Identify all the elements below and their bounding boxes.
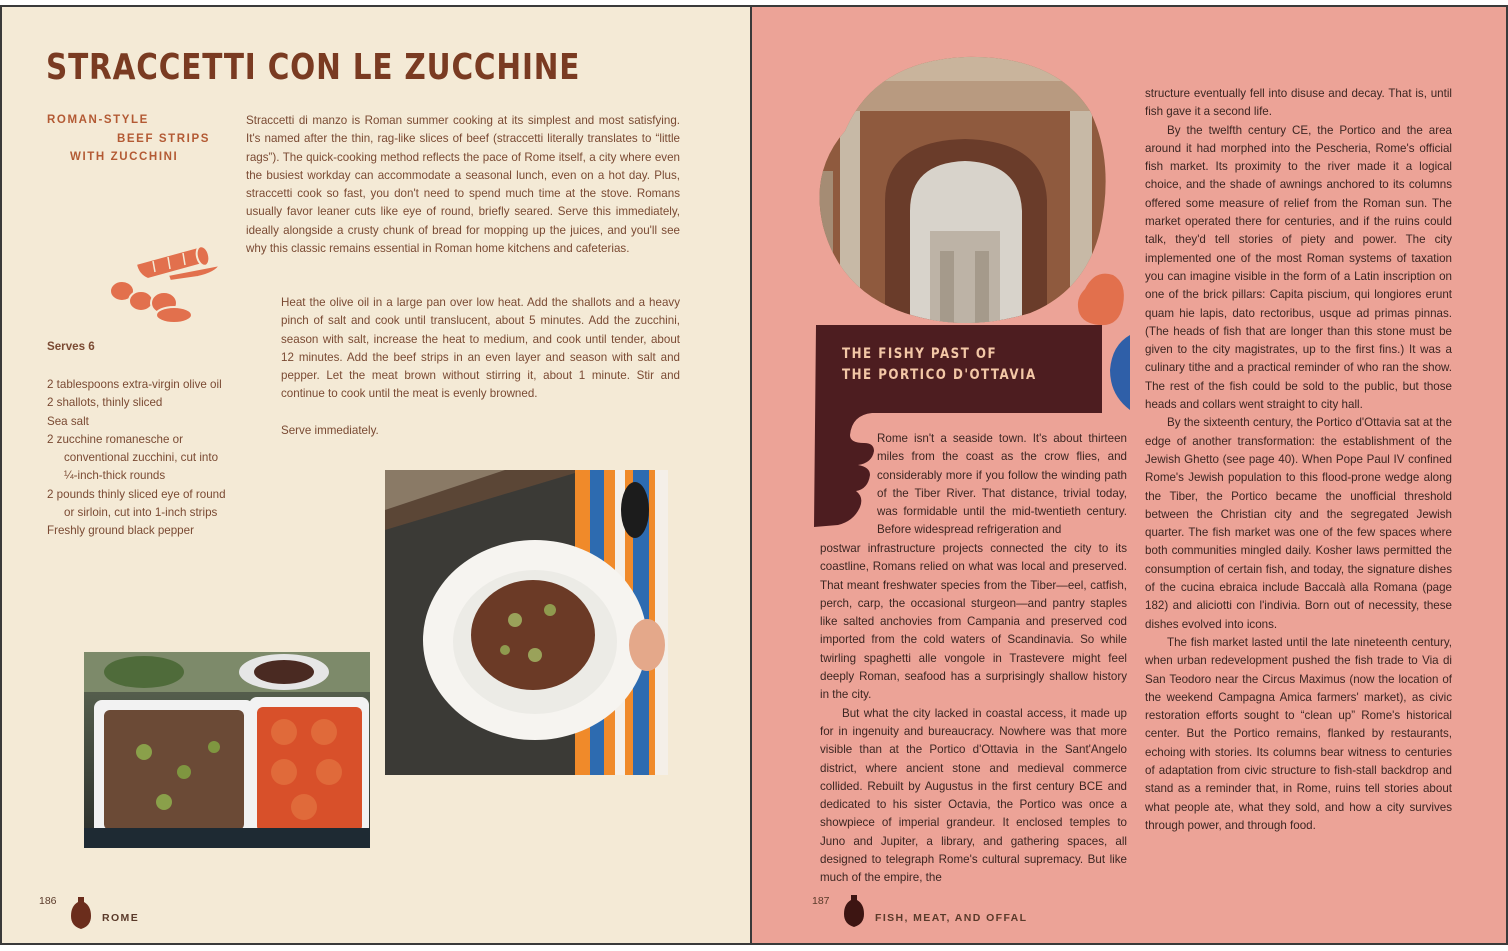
- article-paragraph: The fish market lasted until the late nineteenth century, when urban redevelopment pushed the fish trade to Via di San Teodoro near the Circus Maximus (now the location of the weekend Campagna Amica farmers' market), as civic restoration efforts sought to “clean up” Rome's historical center. But the Portico remains, flanked by restaurants, echoing with stories. Its columns bear witness to centuries of adaptation from civic structure to fish-stall backdrop and stand as a reminder that, in Rome, ruins tell stories about what people ate, what they sold, and how a city survives through power, and through food.: [1145, 635, 1452, 832]
- buffet-photo: [84, 652, 370, 848]
- ingredient-item: Sea salt: [47, 414, 89, 428]
- article-paragraph: structure eventually fell into disuse and decay. That is, until fish gave it a second life.: [1145, 87, 1452, 119]
- ingredient-item: 2 shallots, thinly sliced: [47, 396, 163, 410]
- ingredient-item: 2 zucchine romanesche or conventional zucchini, cut into ¼-inch-thick rounds: [47, 432, 219, 483]
- zucchini-illustration-icon: [108, 239, 223, 329]
- page-number-right: 187: [812, 895, 830, 907]
- sidebar-title: [842, 344, 1037, 385]
- section-label-right: FISH, MEAT, AND OFFAL: [875, 912, 1028, 924]
- orange-blob-icon: [1075, 269, 1127, 329]
- article-column-mid-bottom: [820, 540, 1127, 888]
- article-column-mid-top: [877, 430, 1127, 540]
- plate-photo: [385, 470, 668, 775]
- ingredient-item: 2 tablespoons extra-virgin olive oil: [47, 378, 222, 391]
- serve-note: Serve immediately.: [281, 424, 379, 437]
- article-paragraph: postwar infrastructure projects connected the city to its coastline, Romans relied on what was local and preserved. That meant freshwater species from the Tiber—eel, catfish, perch, carp, the occasional sturgeon—and pantry staples like salted anchovies from Campania and preserved cod imported from the cold waters of Scandinavia. So while twirling spaghetti alle vongole in Trastevere might feel deeply Roman, seafood has a surprisingly shallow history in the city.: [820, 542, 1127, 702]
- subtitle-line: ROMAN-STYLE: [47, 114, 149, 126]
- amphora-icon: [70, 895, 92, 931]
- sidebar-title-line: THE FISHY PAST OF: [842, 346, 998, 362]
- ingredients-list: [47, 376, 227, 541]
- subtitle-line: BEEF STRIPS: [117, 132, 211, 145]
- book-spread: [0, 5, 1508, 945]
- sidebar-title-line: THE PORTICO D'OTTAVIA: [842, 366, 1037, 383]
- subtitle-line: WITH ZUCCHINI: [70, 151, 179, 163]
- recipe-intro: Straccetti di manzo is Roman summer cooking at its simplest and most satisfying. It's named after the thin, rag-like slices of beef (straccetti literally translates to “little rags”). The quick-cooking method reflects the pace of Rome itself, a city where even the busiest workday can accommodate a seasonal lunch, even on a hot day. Plus, straccetti cook so fast, you don't need to spend much time at the stove. Romans usually favor leaner cuts like eye of round, briefly seared. Serve this immediately, ideally alongside a crusty chunk of bread for mopping up the juices, and you'll see why this classic remains essential in Roman home kitchens and cafeterias.: [246, 114, 680, 256]
- article-paragraph: Rome isn't a seaside town. It's about thirteen miles from the coast as the crow flies, and considerably more if you follow the winding path of the Tiber River. That distance, trivial today, was formidable until the mid-twentieth century. Before widespread refrigeration and: [877, 432, 1127, 537]
- article-paragraph: But what the city lacked in coastal access, it made up for in ingenuity and bureaucracy. Nowhere was that more visible than at the Portico d'Ottavia in the Sant'Angelo district, where ancient stone and medieval commerce collided. Rebuilt by Augustus in the first century BCE and dedicated to his sister Octavia, the Portico was once a showpiece of imperial grandeur. It enclosed temples to Juno and Jupiter, a library, and gathering spaces, all designed to telegraph Rome's cultural supremacy. But like much of the empire, the: [820, 706, 1127, 885]
- ingredient-item: Freshly ground black pepper: [47, 524, 194, 538]
- page-number-left: 186: [39, 895, 57, 907]
- serves-label: Serves 6: [47, 340, 95, 353]
- amphora-icon: [843, 893, 865, 929]
- article-paragraph: By the twelfth century CE, the Portico and the area around it had morphed into the Pescheria, Rome's official fish market. Its proximity to the river made it a logical choice, and the shade of awnings anchored to its columns offered some measure of relief from the Roman sun. The market operated there for centuries, and if the ruins could talk, they'd tell stories of piety and power. The city implemented one of the most Roman systems of taxation you can imagine visible in the form of a Latin inscription on one of the brick pillars: Capita piscium, qui longiores erunt quam hie lapis, dato rectoribus, usque ad primas pinnas. (The heads of fish that are longer than this stone must be given to the city magistrates, up to the first fins.) It was a culinary tithe and a practical reminder of who ran the show. The rest of the fish could be sold to the public, but those heads and collars went straight to city hall.: [1145, 123, 1452, 412]
- recipe-method: Heat the olive oil in a large pan over low heat. Add the shallots and a heavy pinch of salt and cook until translucent, about 5 minutes. Add the zucchini, season with salt, increase the heat to medium, and cook until tender, about 12 minutes. Add the beef strips in an even layer and season with salt and pepper. Let the meat brown without stirring it, about 1 minute. Stir and continue to cook until the meat is evenly browned.: [281, 296, 680, 401]
- article-column-right: [1145, 85, 1452, 835]
- section-label-left: ROME: [102, 912, 140, 924]
- ingredient-item: 2 pounds thinly sliced eye of round or sirloin, cut into 1-inch strips: [47, 487, 226, 520]
- recipe-subtitle: [47, 111, 210, 167]
- recipe-title: STRACCETTI CON LE ZUCCHINE: [46, 47, 581, 88]
- article-paragraph: By the sixteenth century, the Portico d'Ottavia sat at the edge of another transformation: the establishment of the Jewish Ghetto (see page 40). When Pope Paul IV confined Rome's Jewish population to this flood-prone wedge along the Tiber, the Portico became the unofficial threshold between the Christian city and the segregated Jewish quarter. The fish market was one of the few spaces where both communities mingled daily. Kosher laws permitted the consumption of certain fish, and today, the signature dishes of the cucina ebraica include Baccalà alla Romana (page 182) and aliciotti con l'indivia. Born out of necessity, these dishes evolved into icons.: [1145, 416, 1452, 631]
- portico-photo: [815, 51, 1110, 329]
